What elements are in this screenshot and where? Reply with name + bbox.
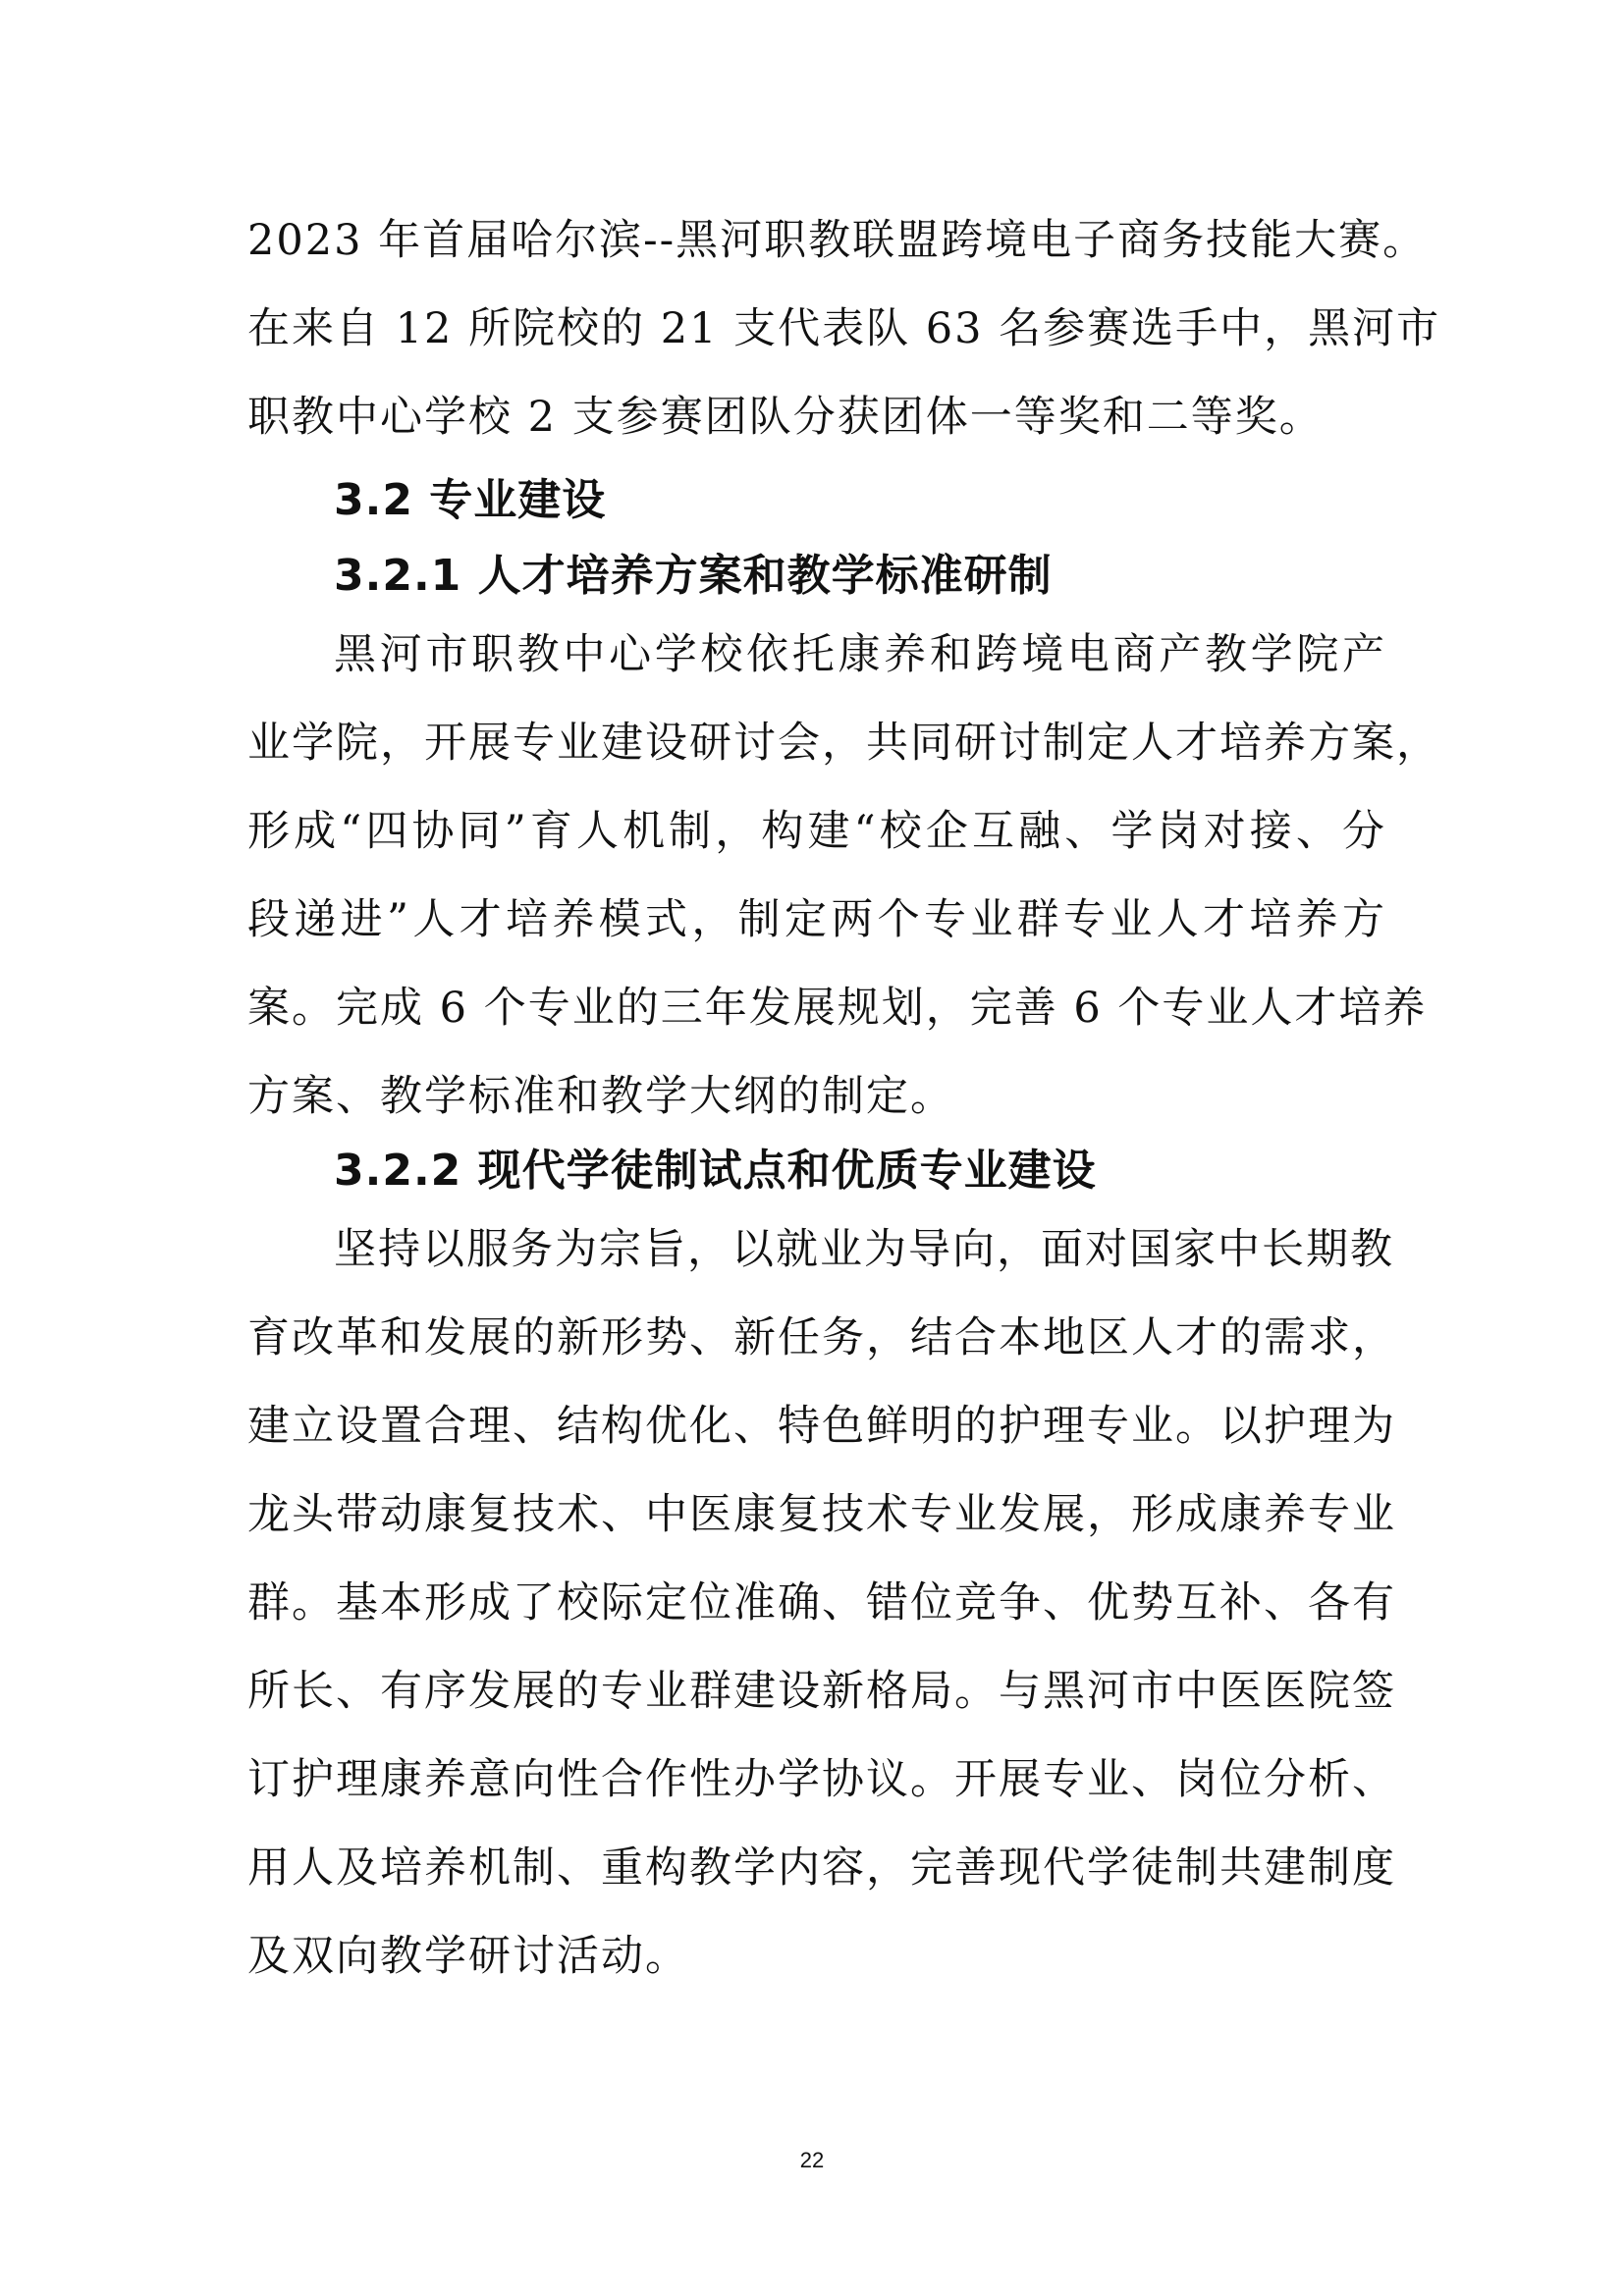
paragraph-line: 坚持以服务为宗旨，以就业为导向，面对国家中长期教 <box>334 1225 1394 1274</box>
subsection-heading-3-2-1: 3.2.1 人才培养方案和教学标准研制 <box>334 551 1053 601</box>
paragraph-line: 龙头带动康复技术、中医康复技术专业发展，形成康养专业 <box>247 1490 1396 1539</box>
paragraph-line: 方案、教学标准和教学大纲的制定。 <box>247 1072 954 1121</box>
subsection-heading-3-2-2: 3.2.2 现代学徒制试点和优质专业建设 <box>334 1146 1097 1196</box>
paragraph-line: 群。基本形成了校际定位准确、错位竞争、优势互补、各有 <box>247 1578 1396 1628</box>
paragraph-line: 2023 年首届哈尔滨--黑河职教联盟跨境电子商务技能大赛。 <box>247 216 1428 265</box>
paragraph-3-2-2 <box>247 1205 1396 2001</box>
paragraph-3-2-1 <box>247 611 1440 1141</box>
paragraph-intro <box>247 196 1441 461</box>
paragraph-line: 用人及培养机制、重构教学内容，完善现代学徒制共建制度 <box>247 1843 1396 1893</box>
paragraph-line: 及双向教学研讨活动。 <box>247 1932 689 1981</box>
paragraph-line: 建立设置合理、结构优化、特色鲜明的护理专业。以护理为 <box>247 1402 1396 1451</box>
paragraph-line: 业学院，开展专业建设研讨会，共同研讨制定人才培养方案， <box>247 719 1440 768</box>
paragraph-line: 案。完成 6 个专业的三年发展规划，完善 6 个专业人才培养 <box>247 984 1428 1033</box>
paragraph-line: 黑河市职教中心学校依托康养和跨境电商产教学院产 <box>334 630 1386 679</box>
paragraph-line: 所长、有序发展的专业群建设新格局。与黑河市中医医院签 <box>247 1667 1396 1716</box>
paragraph-line: 形成“四协同”育人机制，构建“校企互融、学岗对接、分 <box>247 807 1386 856</box>
page-number: 22 <box>799 2148 825 2172</box>
paragraph-line: 职教中心学校 2 支参赛团队分获团体一等奖和二等奖。 <box>247 393 1324 442</box>
paragraph-line: 在来自 12 所院校的 21 支代表队 63 名参赛选手中，黑河市 <box>247 304 1441 353</box>
paragraph-line: 段递进”人才培养模式，制定两个专业群专业人才培养方 <box>247 895 1386 944</box>
paragraph-line: 育改革和发展的新形势、新任务，结合本地区人才的需求， <box>247 1313 1396 1362</box>
section-heading-3-2: 3.2 专业建设 <box>334 475 607 525</box>
paragraph-line: 订护理康养意向性合作性办学协议。开展专业、岗位分析、 <box>247 1755 1396 1804</box>
